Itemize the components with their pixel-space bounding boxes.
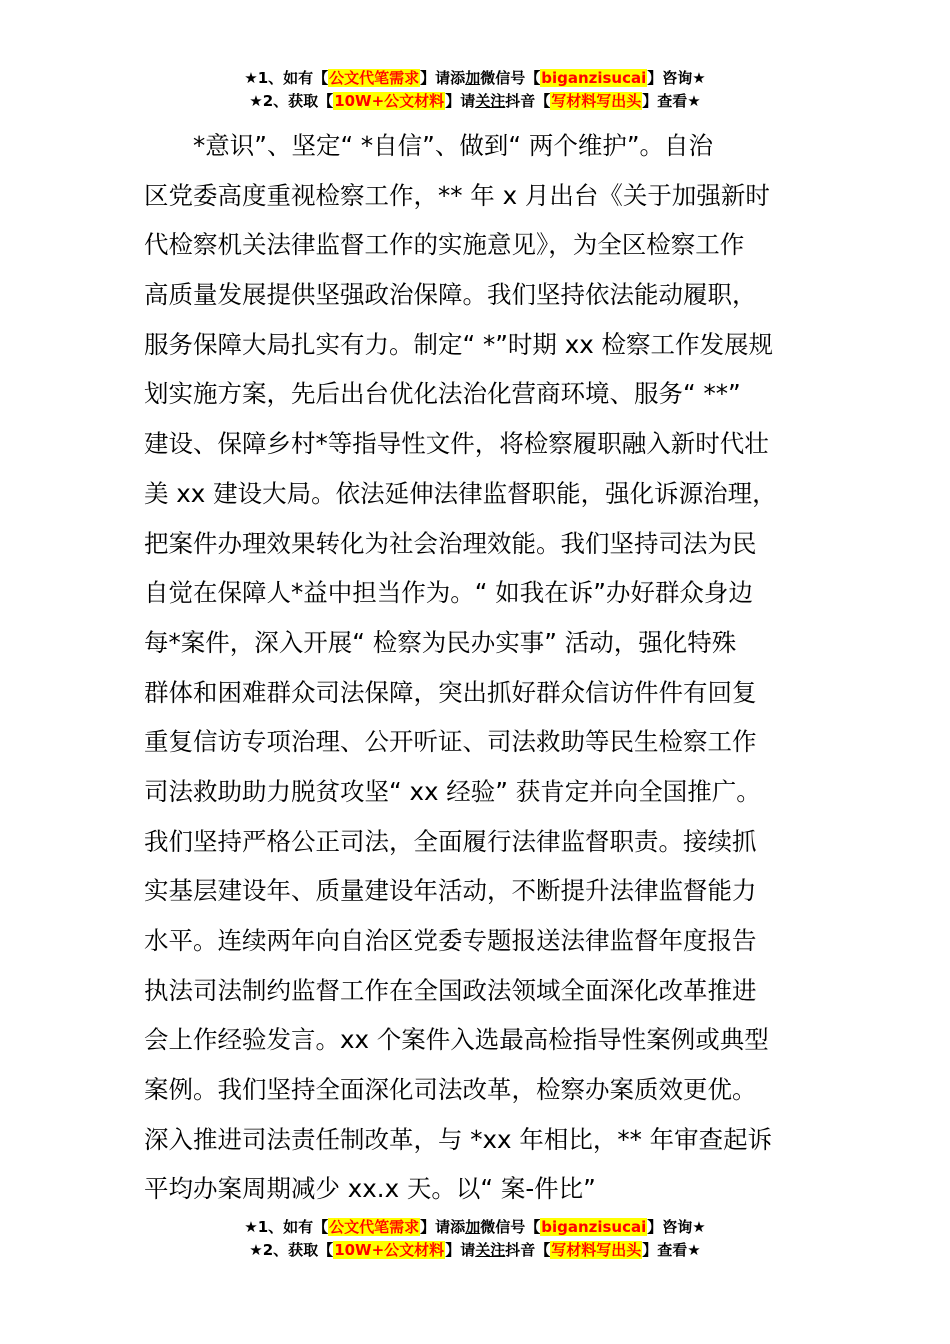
- banner-text: 微信号【: [480, 1218, 541, 1236]
- body-line: 建设、保障乡村*等指导性文件，将检察履职融入新时代壮: [144, 429, 769, 459]
- body-line: 划实施方案，先后出台优化法治化营商环境、服务“ **”: [144, 379, 741, 409]
- body-line: 美 xx 建设大局。依法延伸法律监督职能，强化诉源治理，: [144, 478, 777, 508]
- banner-line-2: [0, 90, 950, 113]
- body-line: 代检察机关法律监督工作的实施意见》，为全区检察工作: [144, 230, 745, 260]
- banner-text: 】请: [445, 1241, 476, 1259]
- banner-highlight: 10W+公文材料: [334, 1241, 445, 1259]
- banner-text: 】请添: [420, 1218, 466, 1236]
- banner-text: ★2、获取【: [249, 1241, 334, 1259]
- banner-highlight: 公文代笔需求: [329, 1218, 420, 1236]
- banner-line-1: [0, 67, 950, 90]
- body-line: 每*案件，深入开展“ 检察为民办实事” 活动，强化特殊: [144, 627, 737, 657]
- body-line: 执法司法制约监督工作在全国政法领域全面深化改革推进: [144, 975, 757, 1005]
- banner-underline: 关注: [475, 1241, 506, 1259]
- banner-text: ★1、如有【: [244, 69, 329, 87]
- body-line: 自觉在保障人*益中担当作为。“ 如我在诉”办好群众身边: [144, 578, 753, 608]
- banner-highlight: 公文代笔需求: [329, 69, 420, 87]
- banner-text: 】咨询★: [647, 69, 706, 87]
- banner-highlight: 10W+公文材料: [334, 92, 445, 110]
- body-line: 高质量发展提供坚强政治保障。我们坚持依法能动履职，: [144, 280, 757, 310]
- banner-text: ★1、如有【: [244, 1218, 329, 1236]
- body-line: 重复信访专项治理、公开听证、司法救助等民生检察工作: [144, 727, 757, 757]
- document-body: [144, 121, 812, 1214]
- banner-text: 抖音【: [505, 92, 551, 110]
- body-line: 案例。我们坚持全面深化司法改革，检察办案质效更优。: [144, 1075, 757, 1105]
- banner-highlight: 写材料写出头: [551, 92, 642, 110]
- body-line: 我们坚持严格公正司法，全面履行法律监督职责。接续抓: [144, 826, 757, 856]
- header-banner: [0, 67, 950, 113]
- footer-banner: [0, 1216, 950, 1262]
- banner-text: 】请: [445, 92, 476, 110]
- banner-underline: 关注: [475, 92, 506, 110]
- banner-underline: 加: [465, 69, 481, 87]
- banner-highlight: 写材料写出头: [551, 1241, 642, 1259]
- banner-text: 抖音【: [505, 1241, 551, 1259]
- banner-text: 微信号【: [480, 69, 541, 87]
- banner-highlight: biganzisucai: [541, 69, 647, 87]
- banner-text: 】咨询★: [647, 1218, 706, 1236]
- banner-text: 】查看★: [642, 92, 701, 110]
- body-line: 深入推进司法责任制改革，与 *xx 年相比，** 年审查起诉: [144, 1124, 773, 1154]
- banner-text: 】请添: [420, 69, 466, 87]
- body-line: *意识”、坚定“ *自信”、做到“ 两个维护”。自治: [193, 131, 714, 160]
- body-line: 群体和困难群众司法保障，突出抓好群众信访件件有回复: [144, 677, 757, 707]
- banner-text: 】查看★: [642, 1241, 701, 1259]
- body-line: 服务保障大局扎实有力。制定“ *”时期 xx 检察工作发展规: [144, 329, 773, 359]
- body-line: 水平。连续两年向自治区党委专题报送法律监督年度报告: [144, 926, 757, 955]
- body-line: 平均办案周期减少 xx.x 天。以“ 案-件比”: [144, 1174, 596, 1204]
- banner-underline: 加: [465, 1218, 481, 1236]
- banner-text: ★2、获取【: [249, 92, 334, 110]
- body-line: 会上作经验发言。xx 个案件入选最高检指导性案例或典型: [144, 1025, 769, 1055]
- body-line: 司法救助助力脱贫攻坚“ xx 经验” 获肯定并向全国推广。: [144, 776, 761, 806]
- banner-line-1: [0, 1216, 950, 1239]
- body-line: 区党委高度重视检察工作，** 年 x 月出台《关于加强新时: [144, 180, 770, 210]
- body-line: 实基层建设年、质量建设年活动，不断提升法律监督能力: [144, 876, 757, 906]
- body-line: 把案件办理效果转化为社会治理效能。我们坚持司法为民: [144, 528, 757, 558]
- banner-line-2: [0, 1239, 950, 1262]
- banner-highlight: biganzisucai: [541, 1218, 647, 1236]
